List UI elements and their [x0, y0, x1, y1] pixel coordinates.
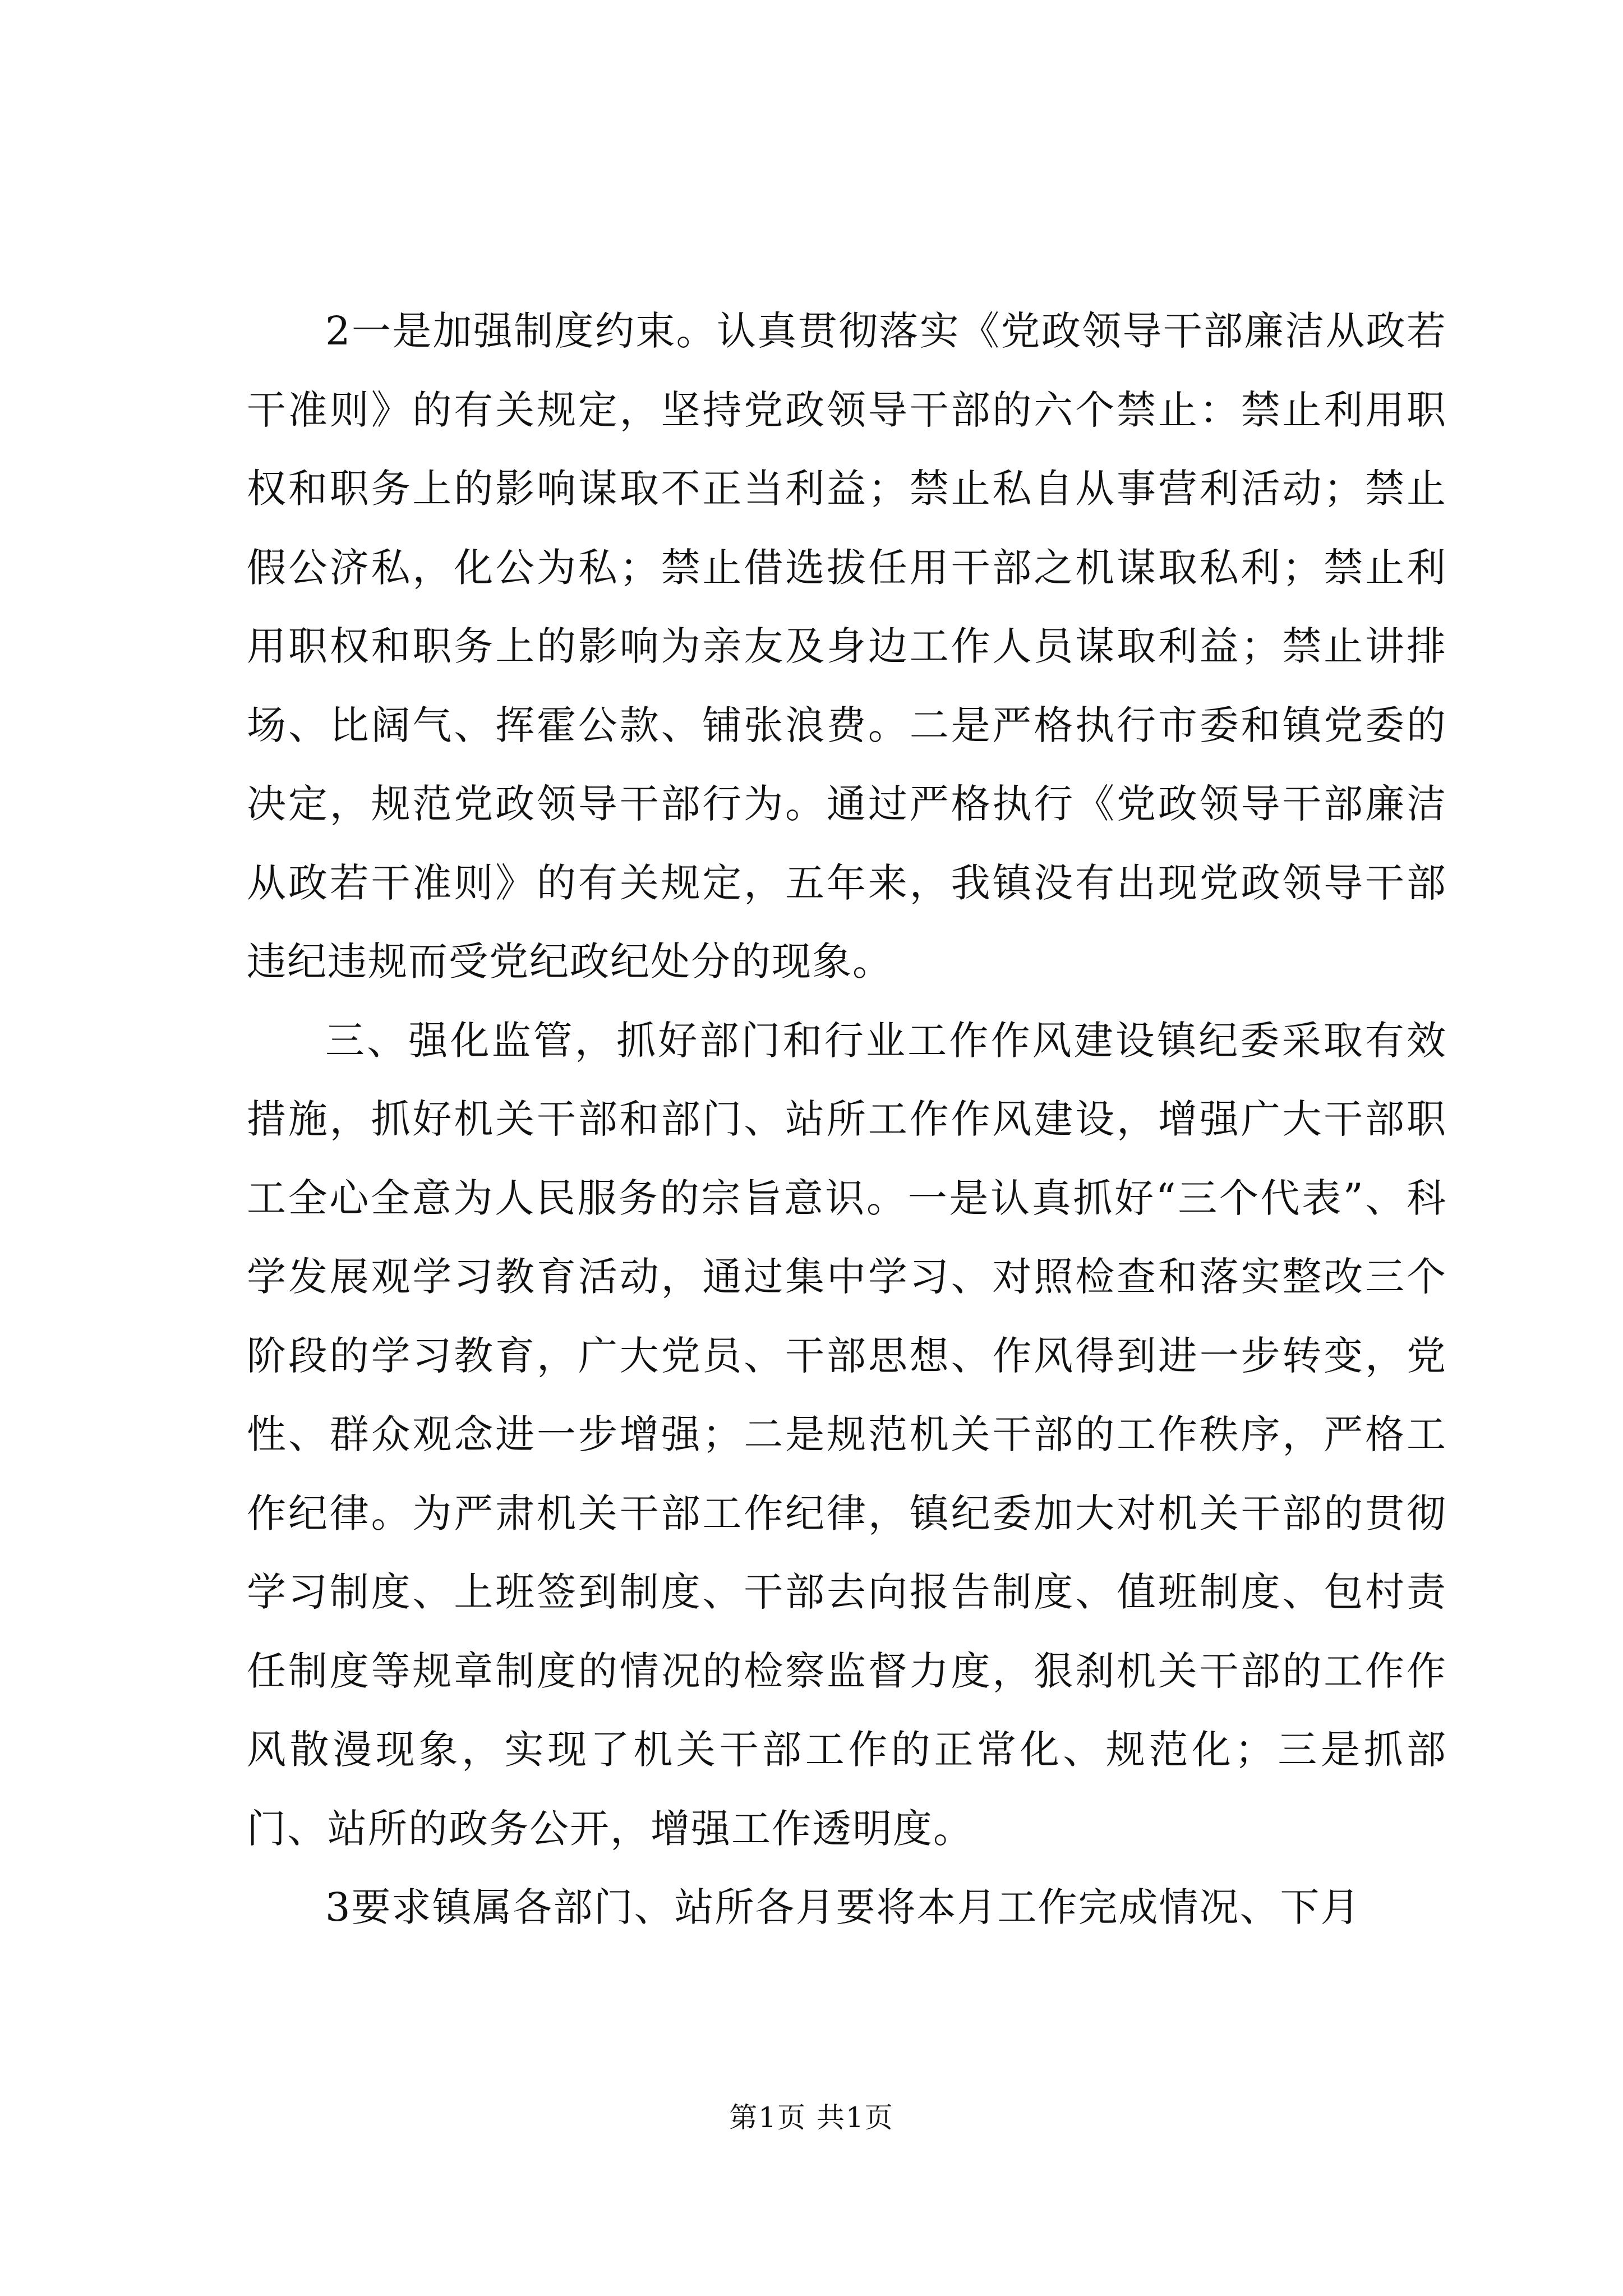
- document-body: [247, 292, 1447, 1947]
- paragraph-1: 2一是加强制度约束。认真贯彻落实《党政领导干部廉洁从政若干准则》的有关规定，坚持党政领导干部的六个禁止：禁止利用职权和职务上的影响谋取不正当利益；禁止私自从事营利活动；禁止假公济私，化公为私；禁止借选拔任用干部之机谋取私利；禁止利用职权和职务上的影响为亲友及身边工作人员谋取利益；禁止讲排场、比阔气、挥霍公款、铺张浪费。二是严格执行市委和镇党委的决定，规范党政领导干部行为。通过严格执行《党政领导干部廉洁从政若干准则》的有关规定，五年来，我镇没有出现党政领导干部违纪违规而受党纪政纪处分的现象。: [247, 308, 1447, 984]
- paragraph-2: 三、强化监管，抓好部门和行业工作作风建设镇纪委采取有效措施，抓好机关干部和部门、站所工作作风建设，增强广大干部职工全心全意为人民服务的宗旨意识。一是认真抓好“三个代表”、科学发展观学习教育活动，通过集中学习、对照检查和落实整改三个阶段的学习教育，广大党员、干部思想、作风得到进一步转变，党性、群众观念进一步增强；二是规范机关干部的工作秩序，严格工作纪律。为严肃机关干部工作纪律，镇纪委加大对机关干部的贯彻学习制度、上班签到制度、干部去向报告制度、值班制度、包村责任制度等规章制度的情况的检察监督力度，狠刹机关干部的工作作风散漫现象，实现了机关干部工作的正常化、规范化；三是抓部门、站所的政务公开，增强工作透明度。: [247, 1017, 1447, 1852]
- page-footer: 第1页 共1页: [729, 2101, 894, 2134]
- paragraph-3: 3要求镇属各部门、站所各月要将本月工作完成情况、下月: [325, 1884, 1361, 1930]
